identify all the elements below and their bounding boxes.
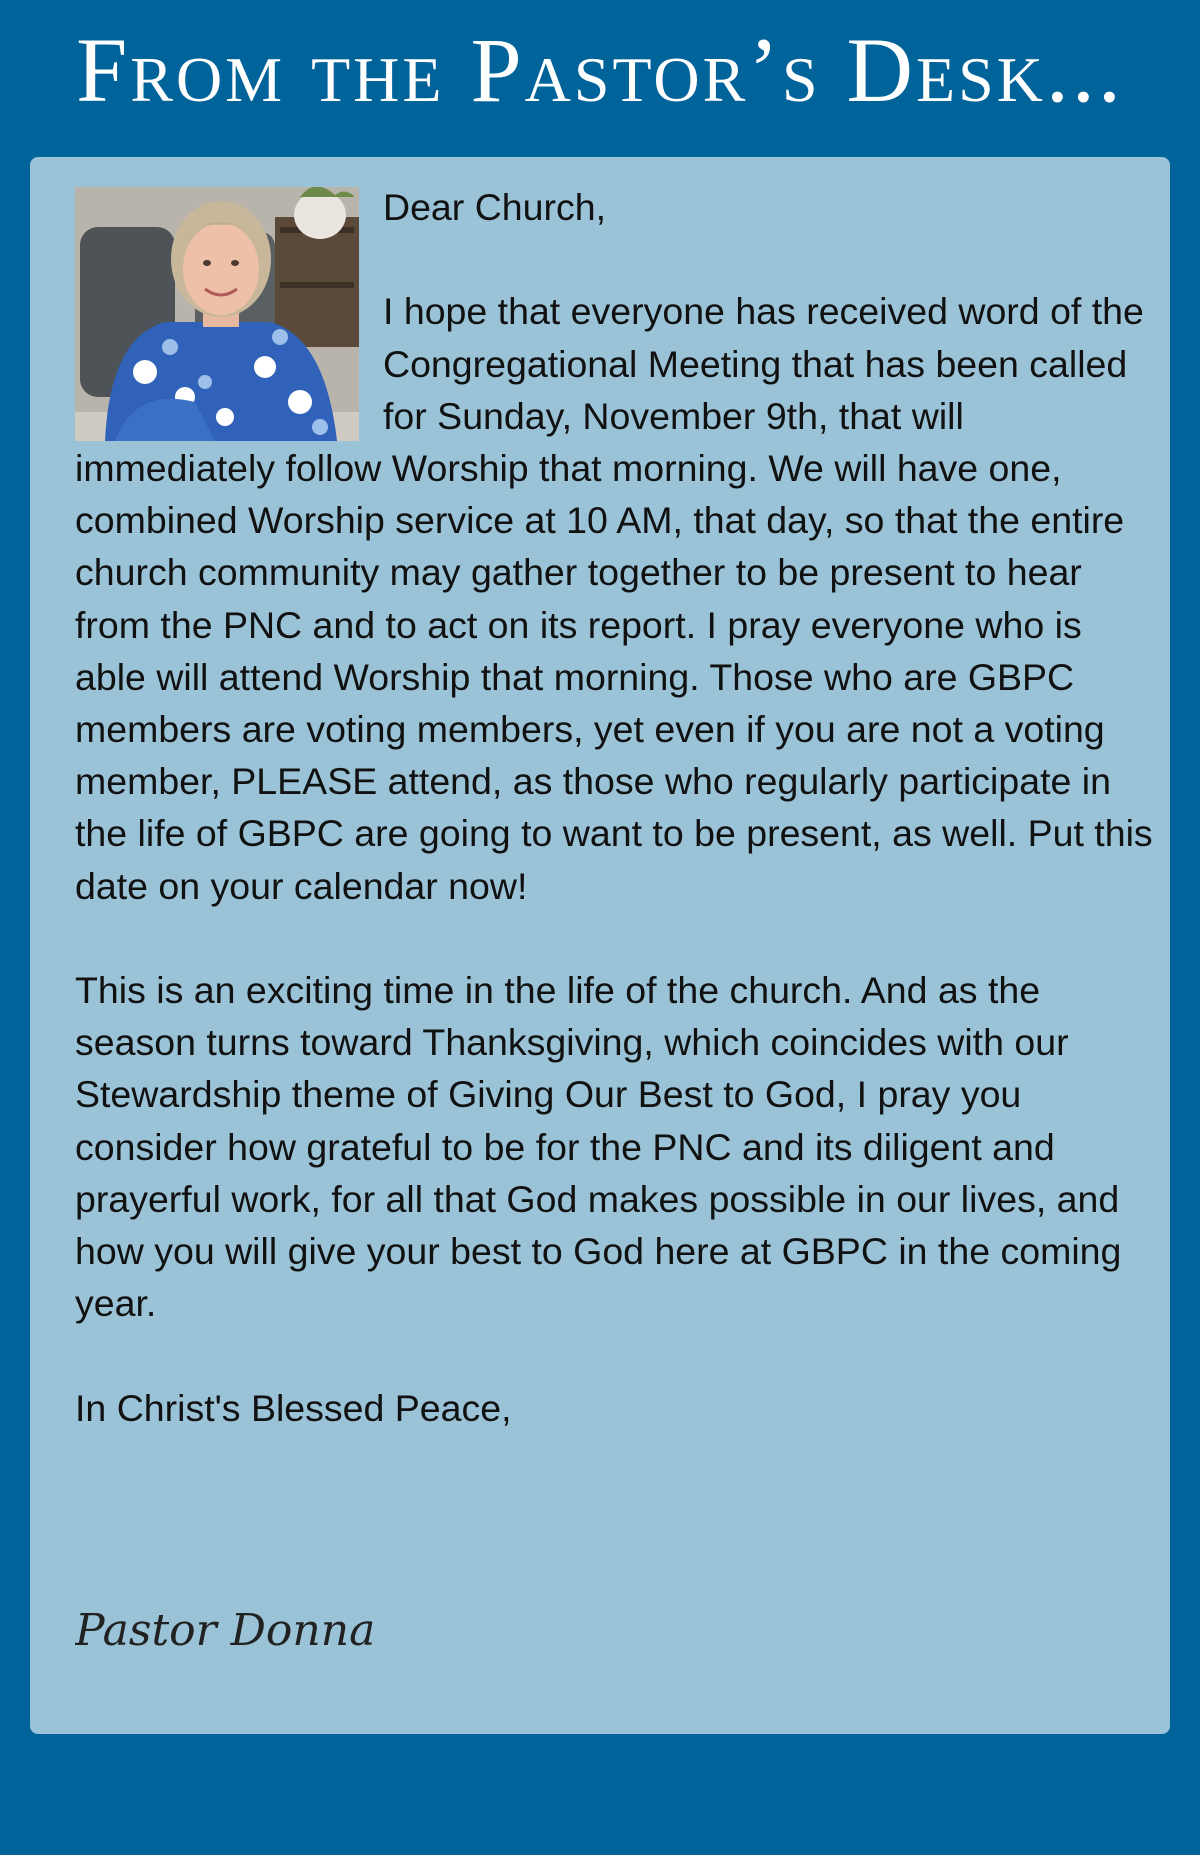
- svg-text:Pastor Donna: Pastor Donna: [75, 1605, 376, 1656]
- letter-card: [30, 157, 1170, 1734]
- greeting: Dear Church,: [383, 186, 607, 228]
- signature: [75, 1597, 475, 1667]
- page-title: From the Pastor’s Desk...: [76, 19, 1124, 121]
- letter-body: [75, 181, 1155, 1434]
- letter-paragraph-1: I hope that everyone has received word of the Congregational Meeting that has been called for Sunday, November 9th, that will immediately follow Worship that morning. We will have one, combined Worship service at 10 AM, that day, so that the entire church community may gather together to be present to hear from the PNC and to act on its report. I pray everyone who is able will attend Worship that morning. Those who are GBPC members are voting members, yet even if you are not a voting member, PLEASE attend, as those who regularly participate in the life of GBPC are going to want to be present, as well. Put this date on your calendar now!: [75, 290, 1153, 907]
- closing-line: In Christ's Blessed Peace,: [75, 1386, 512, 1429]
- letter-paragraph-2: This is an exciting time in the life of the church. And as the season turns toward Thanksgiving, which coincides with our Stewardship theme of Giving Our Best to God, I pray you consider how grateful to be for the PNC and its diligent and prayerful work, for all that God makes possible in our lives, and how you will give your best to God here at GBPC in the coming year.: [75, 969, 1122, 1325]
